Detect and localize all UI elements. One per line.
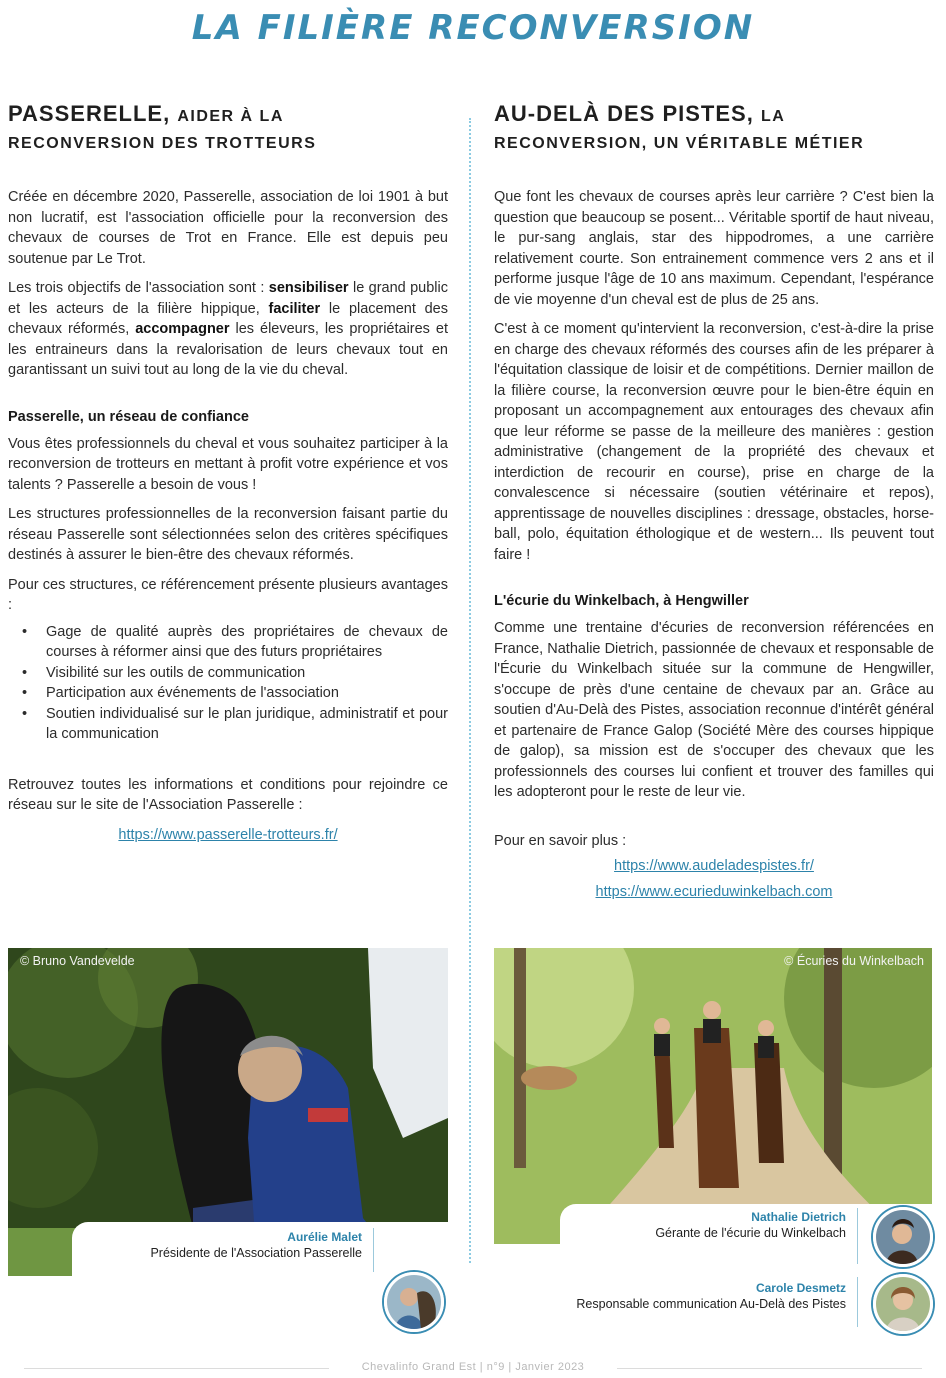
list-item: • Participation aux événements de l'association	[8, 683, 448, 704]
aurelie-malet-caption	[72, 1222, 448, 1276]
advantages-list	[8, 622, 448, 745]
left-paragraph-3: Vous êtes professionnels du cheval et vous souhaitez participer à la reconversion de trotteurs en mettant à profit votre expérience et vos talents ? Passerelle a besoin de vous !	[8, 435, 448, 493]
right-section-title: AU-DELÀ DES PISTES, LA	[494, 101, 786, 126]
caption-role: Présidente de l'Association Passerelle	[150, 1246, 362, 1260]
right-section-subtitle: RECONVERSION, UN VÉRITABLE MÉTIER	[494, 135, 865, 152]
caption-role: Gérante de l'écurie du Winkelbach	[655, 1226, 846, 1240]
right-paragraph-4: Pour en savoir plus :	[494, 832, 627, 849]
caption-role: Responsable communication Au-Delà des Pistes	[576, 1297, 846, 1311]
column-divider	[469, 118, 471, 1263]
left-subheading: Passerelle, un réseau de confiance	[8, 408, 249, 425]
left-section-subtitle: RECONVERSION DES TROTTEURS	[8, 135, 317, 152]
winkelbach-link[interactable]: https://www.ecurieduwinkelbach.com	[595, 884, 833, 900]
avatar	[384, 1272, 444, 1332]
caption-divider	[857, 1277, 858, 1327]
left-paragraph-5: Pour ces structures, ce référencement présente plusieurs avantages :	[8, 576, 448, 613]
right-column	[494, 100, 934, 903]
left-column	[8, 100, 448, 846]
list-item: • Visibilité sur les outils de communication	[8, 663, 448, 684]
list-item: • Soutien individualisé sur le plan juridique, administratif et pour la communication	[8, 704, 448, 745]
winkelbach-photo	[494, 948, 932, 1244]
avatar	[873, 1207, 933, 1267]
left-photo-credit: © Bruno Vandevelde	[20, 954, 135, 968]
page-banner-title: LA FILIÈRE RECONVERSION	[191, 8, 755, 48]
caption-divider	[373, 1228, 374, 1272]
caption-name: Nathalie Dietrich	[751, 1210, 846, 1224]
passerelle-link[interactable]: https://www.passerelle-trotteurs.fr/	[118, 826, 338, 843]
caption-name: Carole Desmetz	[755, 1281, 846, 1295]
caption-divider	[857, 1208, 858, 1244]
left-paragraph-1: Créée en décembre 2020, Passerelle, association de loi 1901 à but non lucratif, est l'association officielle pour la reconversion des chevaux de courses de Trot en France. Elle est depuis peu soutenue par Le Trot.	[8, 189, 448, 267]
right-photo-credit: © Écuries du Winkelbach	[784, 954, 924, 968]
audeladespistes-link[interactable]: https://www.audeladespistes.fr/	[614, 858, 814, 874]
list-item: • Gage de qualité auprès des propriétaires de chevaux de courses à réformer ainsi que des futurs propriétaires	[8, 622, 448, 663]
left-paragraph-4: Les structures professionnelles de la reconversion faisant partie du réseau Passerelle sont sélectionnées selon des critères spécifiques destinés à assurer le bien-être des chevaux réformés.	[8, 506, 448, 563]
right-subheading: L'écurie du Winkelbach, à Hengwiller	[494, 593, 749, 609]
left-section-title: PASSERELLE, AIDER À LA	[8, 101, 284, 126]
left-paragraph-2: Les trois objectifs de l'association sont : sensibiliser le grand public et les acteurs de la filière hippique, faciliter le placement des chevaux réformés, accompagner les éleveurs, les propriétaires et les entraineurs dans la revalorisation de leurs chevaux tout en garantissant un suivi tout au long de la vie du cheval.	[8, 280, 449, 378]
right-paragraph-1: Que font les chevaux de courses après leur carrière ? C'est bien la question que beaucoup se posent... Véritable sportif de haut niveau, le pur-sang anglais, star des hippodromes, a une carrière relativement courte. Son entrainement commence vers 2 ans et il performe jusque l'âge de 10 ans maximum. Cependant, l'espérance de vie moyenne d'un cheval est de plus de 25 ans.	[494, 189, 934, 308]
passerelle-photo	[8, 948, 448, 1276]
caption-name: Aurélie Malet	[287, 1230, 362, 1244]
right-paragraph-2: C'est à ce moment qu'intervient la reconversion, c'est-à-dire la prise en charge des chevaux réformés des courses afin de les préparer à l'équitation classique de loisir et de compétitions. Dernier maillon de la filière course, la reconversion œuvre pour le bien-être équin en proposant un accompagnement aux entourages des chevaux afin que leur réforme se passe de la meilleure des manières : gestion administrative (changement de la propriété des chevaux et interdiction de recourir en course), prise en charge de la convalescence si nécessaire (soutien vétérinaire et repos), apprentissage de nouvelles disciplines : dressage, obstacles, horse-ball, polo, équitation éthologique et de western... Ils peuvent tout faire !	[494, 321, 934, 563]
page-footer: Chevalinfo Grand Est | n°9 | Janvier 2023	[0, 1361, 946, 1373]
left-paragraph-6: Retrouvez toutes les informations et conditions pour rejoindre ce réseau sur le site de l'Association Passerelle :	[8, 776, 448, 813]
right-paragraph-3: Comme une trentaine d'écuries de reconversion référencées en France, Nathalie Dietrich, passionnée de chevaux et responsable de l'Écurie du Winkelbach située sur la commune de Hengwiller, s'occupe de près d'une centaine de chevaux par an. Grâce au soutien d'Au-Delà des Pistes, association reconnue d'intérêt général et partenaire de France Galop (Société Mère des courses hippique de galop), sa mission est de s'occuper des chevaux que les professionnels des courses lui confient et trouver des familles qui les adopteront pour le reste de leur vie.	[494, 620, 934, 800]
avatar	[873, 1274, 933, 1334]
riders-in-forest-illustration	[494, 948, 932, 1244]
